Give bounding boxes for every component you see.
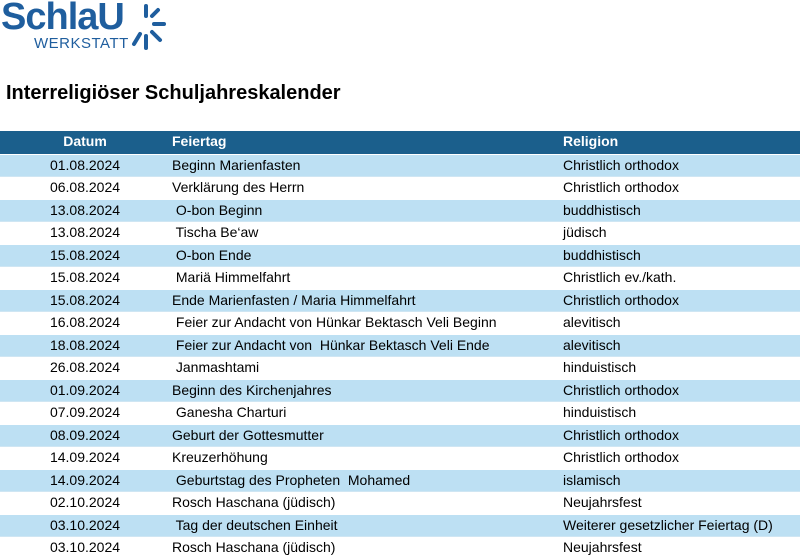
cell-date: 16.08.2024 xyxy=(49,314,121,330)
cell-religion: Neujahrsfest xyxy=(563,539,642,555)
table-header-row xyxy=(0,131,800,154)
table-body xyxy=(0,154,800,559)
table-row xyxy=(0,266,800,289)
cell-religion: buddhistisch xyxy=(563,246,641,263)
table-row xyxy=(0,176,800,199)
cell-holiday: Rosch Haschana (jüdisch) xyxy=(172,539,336,555)
cell-religion: hinduistisch xyxy=(563,359,637,375)
cell-religion: Weiterer gesetzlicher Feiertag (D) xyxy=(563,516,773,533)
cell-holiday: Geburt der Gottesmutter xyxy=(172,426,324,443)
calendar-table xyxy=(0,131,800,559)
cell-date: 01.08.2024 xyxy=(49,156,121,173)
cell-religion: jüdisch xyxy=(563,224,607,240)
cell-holiday: Feier zur Andacht von Hünkar Bektasch Veli Beginn xyxy=(172,314,497,330)
cell-date: 15.08.2024 xyxy=(49,246,121,263)
cell-date: 26.08.2024 xyxy=(49,359,121,375)
cell-religion: hinduistisch xyxy=(563,404,637,420)
table-row xyxy=(0,334,800,357)
schlau-werkstatt-logo xyxy=(0,0,175,56)
cell-religion: alevitisch xyxy=(563,314,621,330)
table-row xyxy=(0,244,800,267)
cell-religion: Neujahrsfest xyxy=(563,494,642,510)
cell-date: 15.08.2024 xyxy=(49,291,121,308)
cell-holiday: Beginn des Kirchenjahres xyxy=(172,381,332,398)
cell-date: 14.09.2024 xyxy=(49,449,121,465)
page-title: Interreligiöser Schuljahreskalender xyxy=(6,82,341,104)
cell-date: 13.08.2024 xyxy=(49,224,121,240)
cell-religion: Christlich orthodox xyxy=(563,449,679,465)
cell-religion: Christlich ev./kath. xyxy=(563,269,677,285)
cell-holiday: Tag der deutschen Einheit xyxy=(172,516,338,533)
cell-date: 06.08.2024 xyxy=(49,179,121,195)
cell-holiday: Verklärung des Herrn xyxy=(172,179,305,195)
table-row xyxy=(0,469,800,492)
cell-holiday: Feier zur Andacht von Hünkar Bektasch Veli Ende xyxy=(172,336,490,353)
header-holiday: Feiertag xyxy=(172,133,227,149)
table-row xyxy=(0,491,800,514)
table-row xyxy=(0,356,800,379)
cell-date: 15.08.2024 xyxy=(49,269,121,285)
table-row xyxy=(0,379,800,402)
cell-religion: alevitisch xyxy=(563,336,621,353)
cell-date: 18.08.2024 xyxy=(49,336,121,353)
cell-holiday: Ende Marienfasten / Maria Himmelfahrt xyxy=(172,291,416,308)
cell-date: 03.10.2024 xyxy=(49,516,121,533)
cell-date: 14.09.2024 xyxy=(49,471,121,488)
sun-rays-icon xyxy=(118,2,170,54)
cell-holiday: O-bon Beginn xyxy=(172,201,263,218)
table-row xyxy=(0,536,800,559)
cell-date: 03.10.2024 xyxy=(49,539,121,555)
cell-holiday: O-bon Ende xyxy=(172,246,252,263)
cell-holiday: Ganesha Charturi xyxy=(172,404,287,420)
cell-holiday: Rosch Haschana (jüdisch) xyxy=(172,494,336,510)
cell-religion: islamisch xyxy=(563,471,621,488)
cell-holiday: Janmashtami xyxy=(172,359,260,375)
table-row xyxy=(0,311,800,334)
logo-subtitle: WERKSTATT xyxy=(34,35,129,52)
table-row xyxy=(0,424,800,447)
cell-religion: Christlich orthodox xyxy=(563,426,679,443)
cell-religion: buddhistisch xyxy=(563,201,641,218)
header-religion: Religion xyxy=(563,133,619,149)
logo-wordmark: SchlaU xyxy=(1,0,124,38)
table-row xyxy=(0,154,800,177)
cell-date: 02.10.2024 xyxy=(49,494,121,510)
cell-date: 08.09.2024 xyxy=(49,426,121,443)
header-date: Datum xyxy=(63,133,107,149)
table-row xyxy=(0,199,800,222)
cell-religion: Christlich orthodox xyxy=(563,381,679,398)
cell-date: 01.09.2024 xyxy=(49,381,121,398)
table-row xyxy=(0,221,800,244)
cell-holiday: Beginn Marienfasten xyxy=(172,156,301,173)
cell-date: 07.09.2024 xyxy=(49,404,121,420)
table-row xyxy=(0,446,800,469)
cell-religion: Christlich orthodox xyxy=(563,179,679,195)
cell-holiday: Geburtstag des Propheten Mohamed xyxy=(172,471,411,488)
table-row xyxy=(0,289,800,312)
cell-holiday: Mariä Himmelfahrt xyxy=(172,269,291,285)
table-row xyxy=(0,514,800,537)
cell-religion: Christlich orthodox xyxy=(563,291,679,308)
cell-holiday: Tischa Be‘aw xyxy=(172,224,259,240)
cell-religion: Christlich orthodox xyxy=(563,156,679,173)
table-row xyxy=(0,401,800,424)
cell-date: 13.08.2024 xyxy=(49,201,121,218)
cell-holiday: Kreuzerhöhung xyxy=(172,449,268,465)
